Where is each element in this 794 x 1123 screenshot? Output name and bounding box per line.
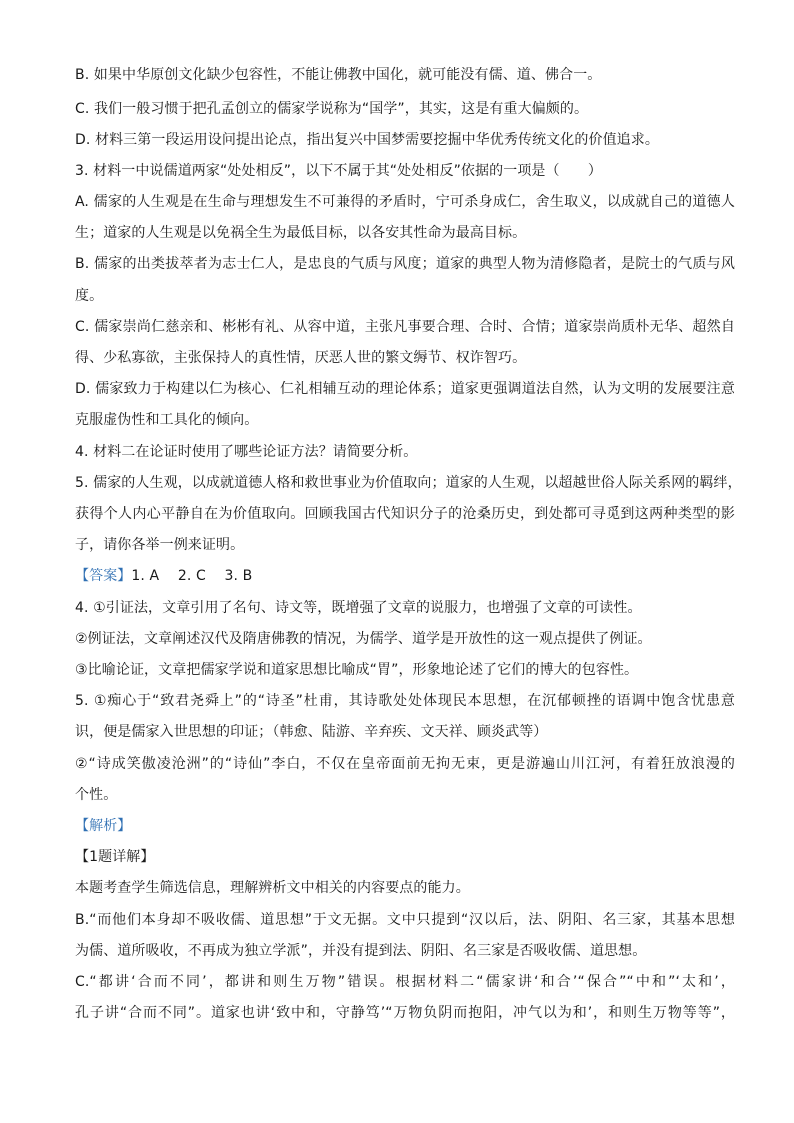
q3-option-d-line2: 克服虚伪性和工具化的倾向。: [75, 412, 259, 428]
q3-option-d-line1: D. 儒家致力于构建以仁为核心、仁礼相辅互动的理论体系；道家更强调道法自然，认为文明的发展要注意: [75, 381, 735, 397]
q3-option-b-line1: B. 儒家的出类拔萃者为志士仁人，是忠良的气质与风度；道家的典型人物为清修隐者，是院士的气质与风: [75, 256, 735, 272]
question-5-line1: 5. 儒家的人生观，以成就道德人格和救世事业为价值取向；道家的人生观，以超越世俗人际关系网的羁绊，: [75, 475, 742, 491]
answer-5-item1-line1: 5. ①痴心于“致君尧舜上”的“诗圣”杜甫，其诗歌处处体现民本思想，在沉郁顿挫的语调中饱含忧患意: [75, 693, 735, 709]
answer-choices: 1. A 2. C 3. B: [131, 568, 253, 584]
answer-5-item2-line1: ②“诗成笑傲凌沧洲”的“诗仙”李白，不仅在皇帝面前无拘无束，更是游遍山川江河，有着狂放浪漫的: [75, 756, 735, 772]
q3-option-b-line2: 度。: [75, 288, 104, 304]
question-5-line2: 获得个人内心平静自在为价值取向。回顾我国古代知识分子的沧桑历史，到处都可寻觅到这两种类型的影: [75, 506, 735, 522]
q3-option-a-line1: A. 儒家的人生观是在生命与理想发生不可兼得的矛盾时，宁可杀身成仁，舍生取义，以成就自己的道德人: [75, 194, 735, 210]
detail-1-b-line1: B.“而他们本身却不吸收儒、道思想”于文无据。文中只提到“汉以后，法、阴阳、名三家，其基本思想: [75, 912, 735, 928]
question-4: 4. 材料二在论证时使用了哪些论证方法？请简要分析。: [75, 444, 418, 460]
q3-option-c-line2: 得、少私寡欲，主张保持人的真性情，厌恶人世的繁文缛节、权诈智巧。: [75, 350, 527, 366]
answer-4-item1: 4. ①引证法，文章引用了名句、诗文等，既增强了文章的说服力，也增强了文章的可读性。: [75, 600, 642, 616]
option-d-line: D. 材料三第一段运用设问提出论点，指出复兴中国梦需要挖掘中华优秀传统文化的价值追求。: [75, 132, 659, 148]
question-3: 3. 材料一中说儒道两家“处处相反”，以下不属于其“处处相反”依据的一项是（ ）: [75, 163, 602, 179]
answer-line: [75, 567, 735, 585]
answer-5-item1-line2: 识，便是儒家入世思想的印证；（韩愈、陆游、辛弃疾、文天祥、顾炎武等）: [75, 724, 548, 740]
answer-5-item2-line2: 个性。: [75, 787, 118, 803]
answer-4-item3: ③比喻论证，文章把儒家学说和道家思想比喻成“胃”，形象地论述了它们的博大的包容性。: [75, 662, 639, 678]
q3-option-c-line1: C. 儒家崇尚仁慈亲和、彬彬有礼、从容中道，主张凡事要合理、合时、合情；道家崇尚质朴无华、超然自: [75, 319, 735, 335]
q3-option-a-line2: 生；道家的人生观是以免祸全生为最低目标，以各安其性命为最高目标。: [75, 225, 527, 241]
analysis-tag: 【解析】: [75, 818, 132, 834]
question-5-line3: 子，请你各举一例来证明。: [75, 537, 245, 553]
option-c-line: C. 我们一般习惯于把孔孟创立的儒家学说称为“国学”，其实，这是有重大偏颇的。: [75, 101, 589, 117]
detail-1-c-line1: C.“都讲‘合而不同’，都讲和则生万物”错误。根据材料二“儒家讲‘和合’“保合”“中和”‘太和’，: [75, 974, 735, 990]
detail-1-b-line2: 为儒、道所吸收，不再成为独立学派”，并没有提到法、阴阳、名三家是否吸收儒、道思想。: [75, 943, 647, 959]
detail-1-heading: 【1题详解】: [75, 849, 155, 865]
answer-4-item2: ②例证法，文章阐述汉代及隋唐佛教的情况，为儒学、道学是开放性的这一观点提供了例证。: [75, 631, 652, 647]
answer-tag: 【答案】: [75, 568, 132, 584]
detail-1-intro: 本题考查学生筛选信息，理解辨析文中相关的内容要点的能力。: [75, 880, 470, 896]
detail-1-c-line2: 孔子讲“合而不同”。道家也讲‘致中和，守静笃’“万物负阴而抱阳，冲气以为和’，和则生万物等等”，: [75, 1005, 735, 1021]
option-b-line: B. 如果中华原创文化缺少包容性，不能让佛教中国化，就可能没有儒、道、佛合一。: [75, 67, 602, 83]
